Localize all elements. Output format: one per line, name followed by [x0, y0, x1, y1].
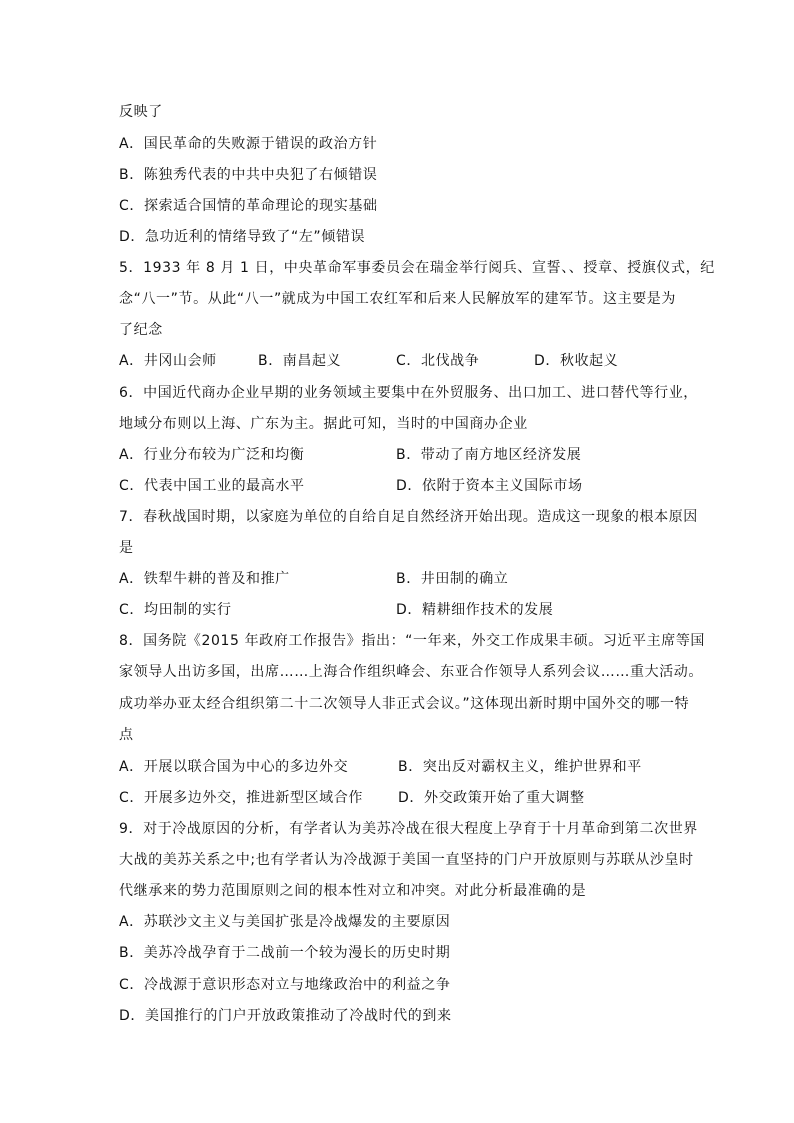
q8-option-d: D．外交政策开始了重大调整: [398, 790, 585, 806]
q9-option-b: B．美苏冷战孕育于二战前一个较为漫长的历史时期: [119, 945, 451, 961]
q7-stem-line-1: 7．春秋战国时期，以家庭为单位的自给自足自然经济开始出现。造成这一现象的根本原因: [119, 509, 698, 525]
q6-option-c: C．代表中国工业的最高水平: [119, 478, 305, 494]
q6-option-d: D．依附于资本主义国际市场: [396, 478, 583, 494]
q8-option-b: B．突出反对霸权主义，维护世界和平: [398, 759, 642, 775]
q4-option-b: B．陈独秀代表的中共中央犯了右倾错误: [119, 167, 378, 183]
q7-stem-line-2: 是: [119, 540, 134, 556]
q9-stem-line-3: 代继承来的势力范围原则之间的根本性对立和冲突。对此分析最准确的是: [119, 883, 587, 899]
q5-option-c: C．北伐战争: [396, 353, 480, 369]
q9-option-a: A．苏联沙文主义与美国扩张是冷战爆发的主要原因: [119, 914, 451, 930]
q5-option-d: D．秋收起义: [534, 353, 619, 369]
q5-stem-line-2: 念“八一”节。从此“八一”就成为中国工农红军和后来人民解放军的建军节。这主要是为: [119, 291, 677, 307]
q9-option-c: C．冷战源于意识形态对立与地缘政治中的利益之争: [119, 977, 451, 993]
q7-option-c: C．均田制的实行: [119, 602, 232, 618]
q7-option-b: B．井田制的确立: [396, 571, 509, 587]
q4-option-d: D．急功近利的情绪导致了“左”倾错误: [119, 229, 366, 245]
q8-stem-line-3: 成功举办亚太经合组织第二十二次领导人非正式会议。”这体现出新时期中国外交的哪一特: [119, 696, 690, 712]
q7-option-a: A．铁犁牛耕的普及和推广: [119, 571, 290, 587]
q8-option-a: A．开展以联合国为中心的多边外交: [119, 759, 349, 775]
q8-stem-line-4: 点: [119, 727, 134, 743]
q4-stem-end: 反映了: [119, 104, 163, 120]
q8-stem-line-1: 8．国务院《2015 年政府工作报告》指出：“一年来，外交工作成果丰硕。习近平主席等国: [119, 633, 706, 649]
q8-stem-line-2: 家领导人出访多国，出席……上海合作组织峰会、东亚合作领导人系列会议……重大活动。: [119, 664, 703, 680]
q6-stem-line-1: 6．中国近代商办企业早期的业务领域主要集中在外贸服务、出口加工、进口替代等行业，: [119, 385, 698, 401]
q4-option-c: C．探索适合国情的革命理论的现实基础: [119, 198, 378, 214]
q5-option-a: A．井冈山会师: [119, 353, 217, 369]
q9-stem-line-2: 大战的美苏关系之中;也有学者认为冷战源于美国一直坚持的门户开放原则与苏联从沙皇时: [119, 852, 694, 868]
q4-option-a: A．国民革命的失败源于错误的政治方针: [119, 136, 378, 152]
q8-option-c: C．开展多边外交，推进新型区域合作: [119, 790, 363, 806]
q9-option-d: D．美国推行的门户开放政策推动了冷战时代的到来: [119, 1008, 452, 1024]
q5-stem-line-3: 了纪念: [119, 322, 163, 338]
q5-stem-line-1: 5．1933 年 8 月 1 日，中央革命军事委员会在瑞金举行阅兵、宣誓、、授章、授旗仪式，纪: [119, 260, 715, 276]
q6-option-b: B．带动了南方地区经济发展: [396, 447, 582, 463]
q6-option-a: A．行业分布较为广泛和均衡: [119, 447, 305, 463]
q7-option-d: D．精耕细作技术的发展: [396, 602, 554, 618]
q9-stem-line-1: 9．对于冷战原因的分析，有学者认为美苏冷战在很大程度上孕育于十月革命到第二次世界: [119, 821, 698, 837]
q5-option-b: B．南昌起义: [258, 353, 342, 369]
q6-stem-line-2: 地域分布则以上海、广东为主。据此可知，当时的中国商办企业: [119, 416, 528, 432]
